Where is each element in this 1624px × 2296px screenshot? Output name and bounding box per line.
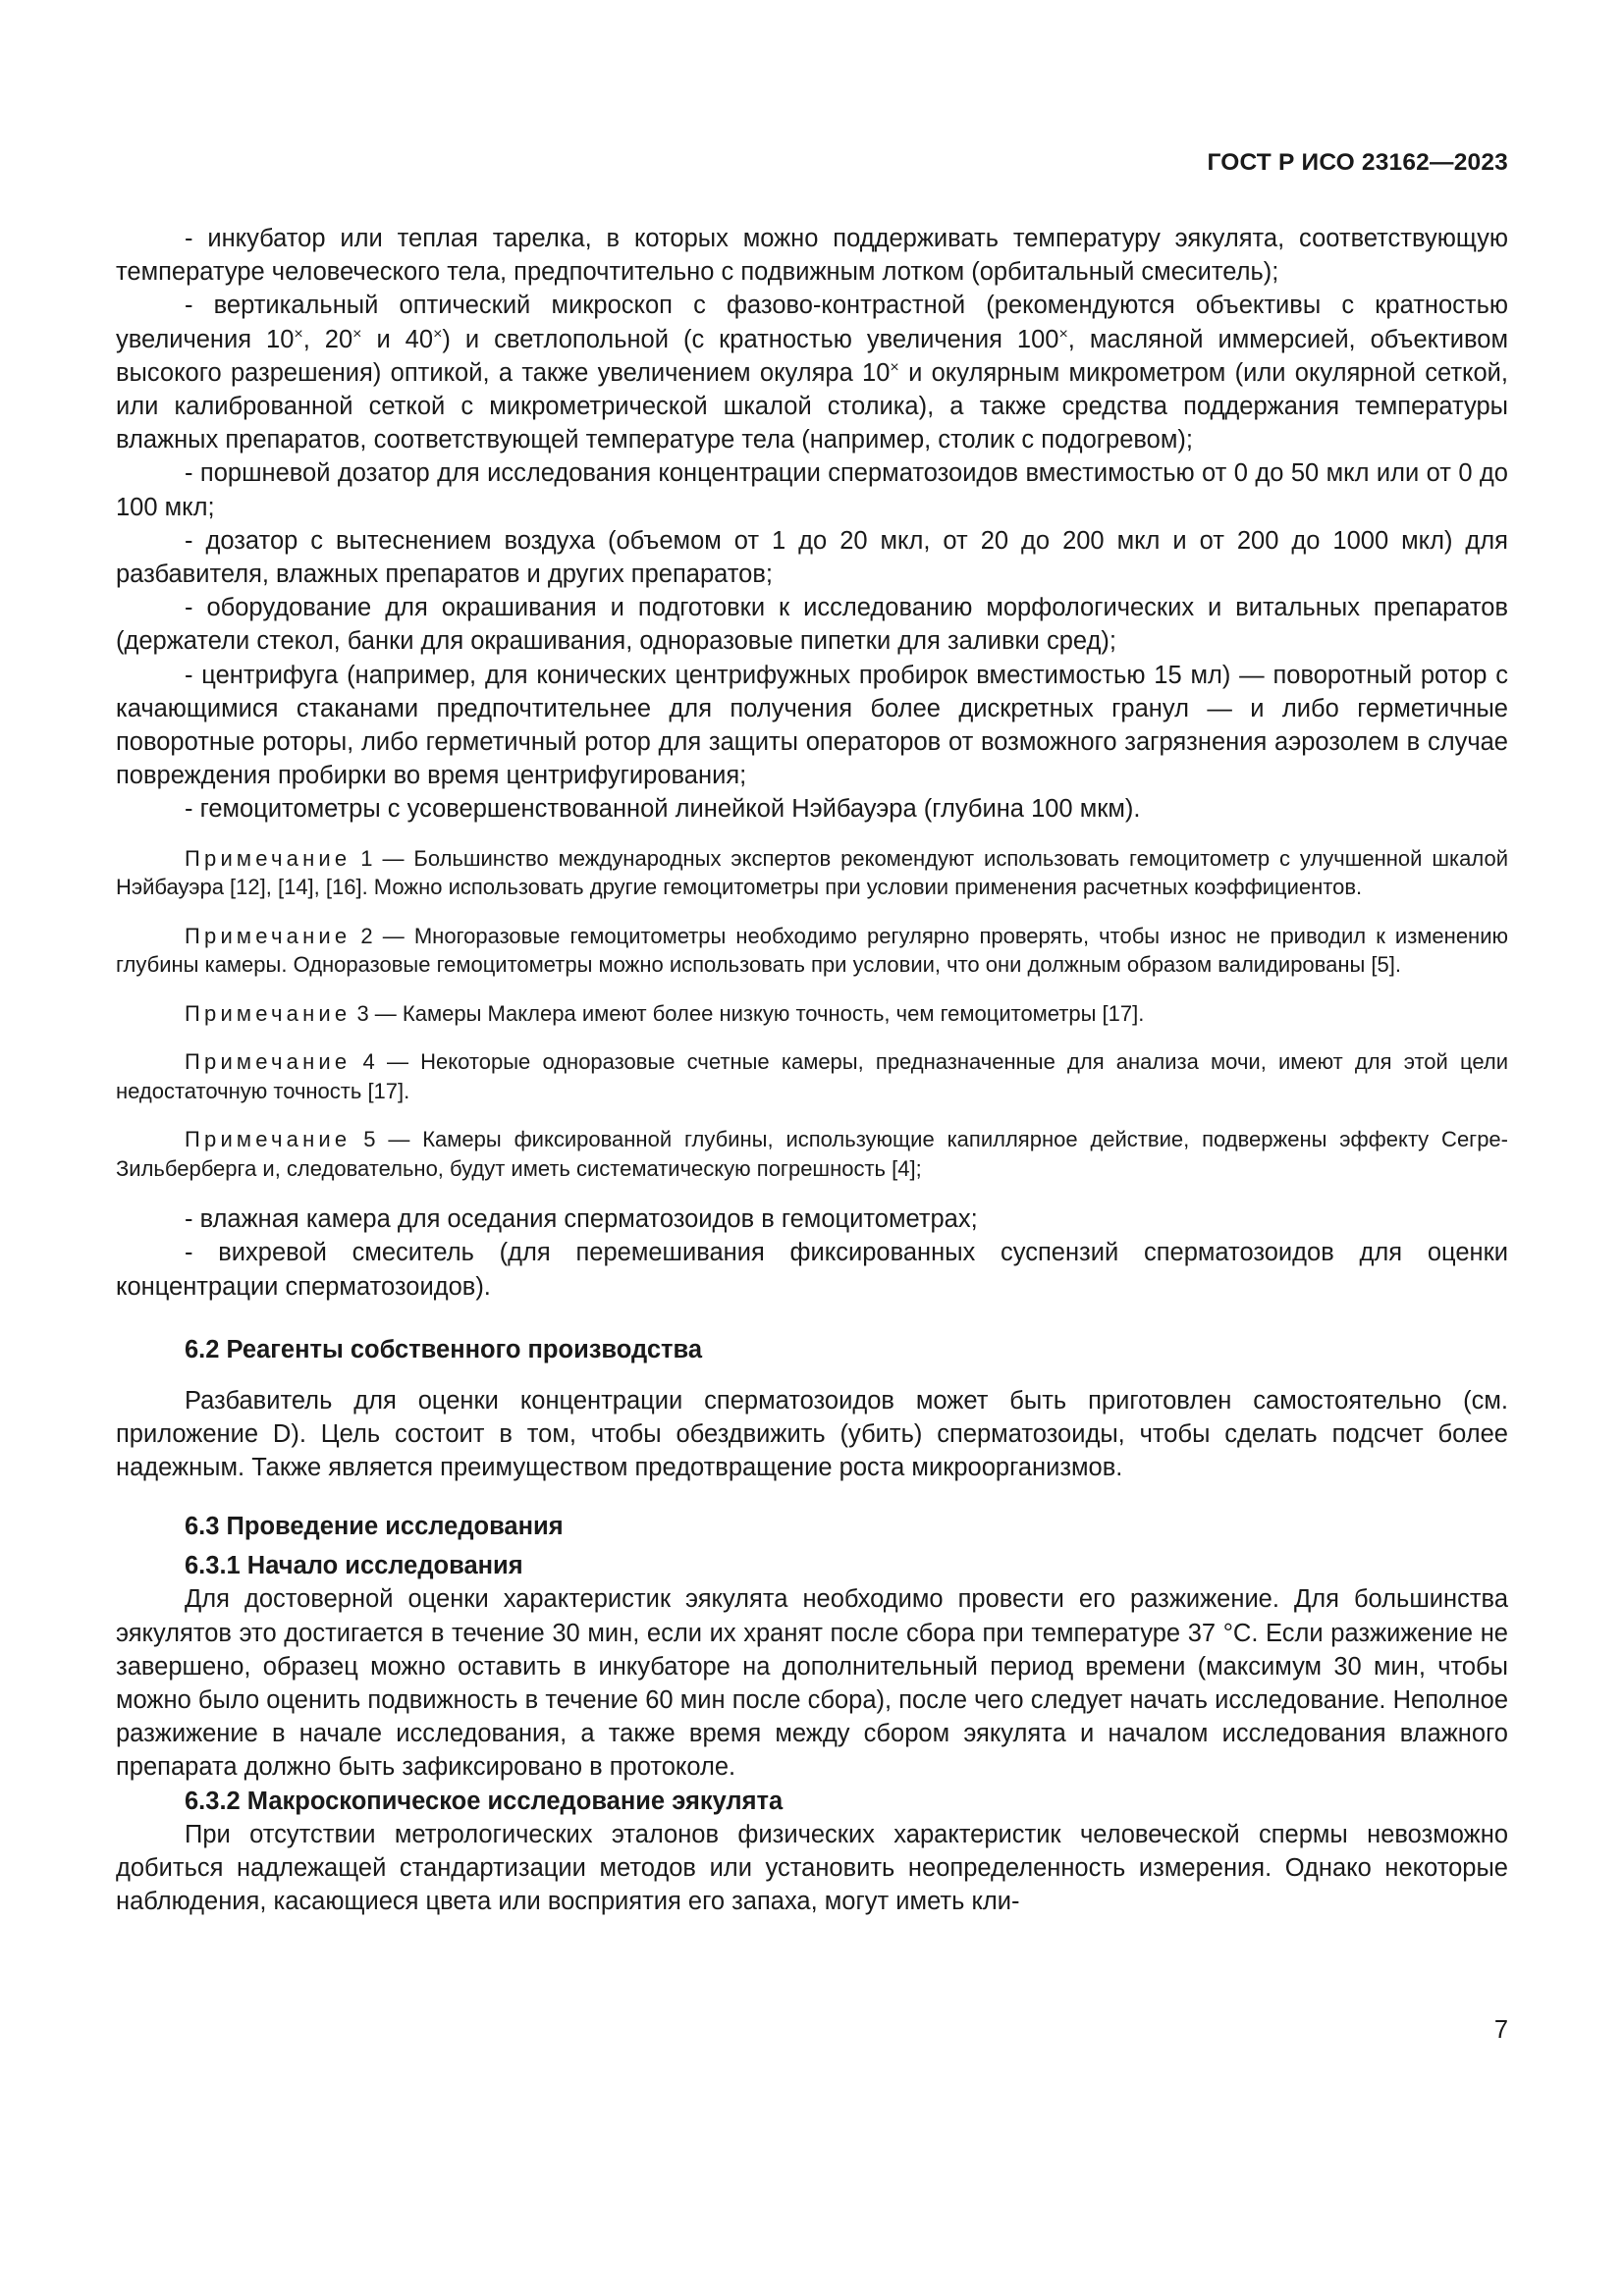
list-item-vortex-mixer: - вихревой смеситель (для перемешивания фиксированных суспензий сперматозоидов для оценки концентрации сперматозоидов). — [116, 1239, 1508, 1301]
note-label: Примечание — [185, 1127, 352, 1152]
note-label: Примечание — [185, 845, 352, 871]
magnification-mark: × — [433, 325, 443, 343]
list-item-staining-equipment: - оборудование для окрашивания и подготовки к исследованию морфологических и витальных препаратов (держатели стекол, банки для окрашивания, одноразовые пипетки для заливки сред); — [116, 594, 1508, 656]
document-code-header: ГОСТ Р ИСО 23162—2023 — [1207, 149, 1508, 176]
section-6-3-heading: 6.3 Проведение исследования — [185, 1513, 564, 1541]
magnification-mark: × — [352, 325, 362, 343]
section-6-2-text: Разбавитель для оценки концентрации сперматозоидов может быть приготовлен самостоятельно (см. приложение D). Цель состоит в том, чтобы обездвижить (убить) сперматозоиды, чтобы сделать подсчет более надежным. Также является преимуществом предотвращение роста микроорганизмов. — [116, 1386, 1508, 1482]
note-1: Примечание 1 — Большинство международных экспертов рекомендуют использовать гемоцитометр с улучшенной шкалой Нэйбауэра [12], [14], [16]. Можно использовать другие гемоцитометры при условии применения расчетных коэффициентов. — [116, 845, 1508, 900]
page-content — [116, 222, 1508, 1918]
note-label: Примечание — [185, 1049, 352, 1075]
note-4: Примечание 4 — Некоторые одноразовые счетные камеры, предназначенные для анализа мочи, имеют для этой цели недостаточную точность [17]. — [116, 1049, 1508, 1103]
list-item-centrifuge: - центрифуга (например, для конических центрифужных пробирок вместимостью 15 мл) — поворотный ротор с качающимися стаканами предпочтительнее для получения более дискретных гранул — и либо герметичные поворотные роторы, либо герметичный ротор для защиты операторов от возможного загрязнения аэрозолем в случае повреждения пробирки во время центрифугирования; — [116, 661, 1508, 790]
section-6-3-1-heading: 6.3.1 Начало исследования — [185, 1552, 523, 1580]
list-item-wet-chamber: - влажная камера для оседания сперматозоидов в гемоцитометрах; — [185, 1205, 978, 1234]
magnification-mark: × — [294, 325, 303, 343]
page-number: 7 — [1493, 2016, 1508, 2044]
list-item-microscope: - вертикальный оптический микроскоп с фазово-контрастной (рекомендуются объективы с кратностью увеличения 10×, 20× и 40×) и светлопольной (с кратностью увеличения 100×, масляной иммерсией, объективом высокого разрешения) оптикой, а также увеличением окуляра 10× и окулярным микрометром (или окулярной сеткой, или калиброванной сеткой с микрометрической шкалой столика), а также средства поддержания температуры влажных препаратов, соответствующей температуре тела (например, столик с подогревом); — [116, 292, 1509, 454]
note-label: Примечание — [185, 923, 352, 948]
note-2: Примечание 2 — Многоразовые гемоцитометры необходимо регулярно проверять, чтобы износ не приводил к изменению глубины камеры. Одноразовые гемоцитометры можно использовать при условии, что они должным образом валидированы [5]. — [116, 923, 1508, 978]
section-6-3-1-text: Для достоверной оценки характеристик эякулята необходимо провести его разжижение. Для большинства эякулятов это достигается в течение 30 мин, если их хранят после сбора при температуре 37 °С. Если разжижение не завершено, образец можно оставить в инкубаторе на дополнительный период времени (максимум 30 мин, чтобы можно было оценить подвижность в течение 60 мин после сбора), после чего следует начать исследование. Неполное разжижение в начале исследования, а также время между сбором эякулята и началом исследования влажного препарата должно быть зафиксировано в протоколе. — [116, 1585, 1508, 1782]
note-5: Примечание 5 — Камеры фиксированной глубины, использующие капиллярное действие, подвержены эффекту Сегре-Зильберберга и, следовательно, будут иметь систематическую погрешность [4]; — [116, 1127, 1508, 1181]
section-6-2-heading: 6.2 Реагенты собственного производства — [185, 1335, 703, 1363]
note-3: Примечание 3 — Камеры Маклера имеют более низкую точность, чем гемоцитометры [17]. — [185, 1000, 1145, 1026]
list-item-piston-dispenser: - поршневой дозатор для исследования концентрации сперматозоидов вместимостью от 0 до 50 мкл или от 0 до 100 мкл; — [116, 459, 1508, 521]
list-item-hemocytometers: - гемоцитометры с усовершенствованной линейкой Нэйбауэра (глубина 100 мкм). — [185, 795, 1141, 824]
magnification-mark: × — [1058, 325, 1068, 343]
magnification-mark: × — [890, 358, 899, 376]
section-6-3-2-text: При отсутствии метрологических эталонов физических характеристик человеческой спермы невозможно добиться надлежащей стандартизации методов или установить неопределенность измерения. Однако некоторые наблюдения, касающиеся цвета или восприятия его запаха, могут иметь кли- — [116, 1820, 1508, 1915]
section-6-3-2-heading: 6.3.2 Макроскопическое исследование эякулята — [185, 1787, 784, 1815]
list-item-incubator: - инкубатор или теплая тарелка, в которых можно поддерживать температуру эякулята, соответствующую температуре человеческого тела, предпочтительно с подвижным лотком (орбитальный смеситель); — [116, 225, 1508, 287]
list-item-air-dispenser: - дозатор с вытеснением воздуха (объемом от 1 до 20 мкл, от 20 до 200 мкл и от 200 до 1000 мкл) для разбавителя, влажных препаратов и других препаратов; — [116, 526, 1508, 589]
note-label: Примечание — [185, 1000, 352, 1026]
